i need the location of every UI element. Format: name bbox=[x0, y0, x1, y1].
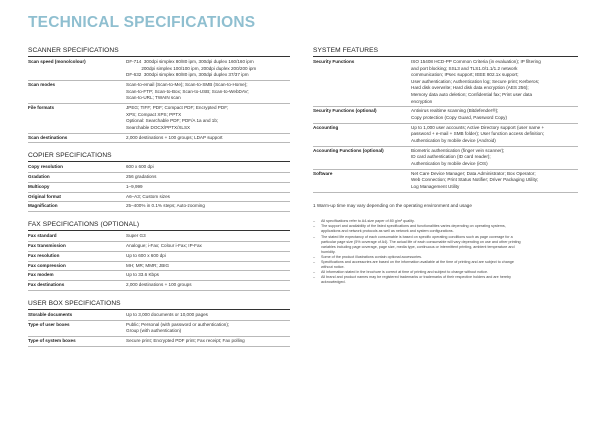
spec-value-line: and port blocking; SSL3 and TLS1.0/1.1/1.2 network bbox=[411, 65, 518, 71]
spec-value bbox=[126, 263, 169, 270]
note-item bbox=[313, 260, 578, 270]
note-line: variables including page coverage, page size, media type, continuous or intermittent printing, ambient temperature and bbox=[321, 244, 515, 249]
spec-value bbox=[126, 174, 156, 181]
spec-label: Scan destinations bbox=[28, 134, 68, 140]
spec-row bbox=[28, 183, 290, 193]
user-box-specifications bbox=[28, 300, 290, 347]
spec-value-line: ID card authentication (ID card reader); bbox=[411, 154, 491, 160]
spec-label: Security Functions bbox=[313, 59, 355, 64]
section-title: SCANNER SPECIFICATIONS bbox=[28, 47, 290, 57]
note-line: – Specifications and accessories are based on the information available at the time of printing and are subject to change bbox=[321, 259, 514, 264]
spec-value bbox=[126, 184, 143, 191]
spec-label: Security Functions (optional) bbox=[313, 108, 377, 114]
spec-value bbox=[411, 108, 507, 121]
spec-value bbox=[126, 272, 159, 279]
spec-row bbox=[28, 81, 290, 104]
spec-value bbox=[126, 282, 192, 289]
spec-value-line: Searchable DOCX/PPTX/XLSX bbox=[126, 124, 191, 130]
spec-row bbox=[28, 104, 290, 134]
spec-value-line: Optional: Searchable PDF; PDF/A 1a and 1b; bbox=[126, 118, 219, 124]
spec-value-line: Authentication by mobile device (iOS) bbox=[411, 160, 488, 166]
note-line: applications and network protocols as well as network and system configurations. bbox=[321, 229, 454, 234]
left-column bbox=[28, 47, 290, 356]
spec-row bbox=[313, 107, 578, 123]
note-line: acknowledged. bbox=[321, 280, 346, 285]
spec-row bbox=[28, 173, 290, 183]
spec-label: Gradation bbox=[28, 174, 50, 180]
spec-value-line: Net Care Device Manager; Data Administrator; Box Operator; bbox=[411, 170, 536, 176]
section-title: SYSTEM FEATURES bbox=[313, 47, 578, 57]
spec-value-line: Authentication by mobile device (Android) bbox=[411, 137, 496, 143]
note-line: without notice. bbox=[321, 265, 345, 270]
spec-value bbox=[126, 82, 249, 102]
spec-value-line: DF-632 300dpi simplex 80/80 ipm, 300dpi duplex 37/37 ipm bbox=[126, 72, 249, 78]
fax-specifications bbox=[28, 221, 290, 291]
note-item bbox=[313, 275, 578, 285]
spec-value-line: 256 gradations bbox=[126, 174, 157, 180]
spec-value bbox=[126, 322, 229, 335]
spec-value-line: A6–A3; Custom sizes bbox=[126, 193, 170, 199]
spec-label: Fax destinations bbox=[28, 282, 65, 288]
spec-label: Copy resolution bbox=[28, 164, 63, 170]
spec-row bbox=[28, 281, 290, 291]
spec-value-line: 25–400% in 0.1% steps; Auto-zooming bbox=[126, 203, 205, 209]
note-item bbox=[313, 235, 578, 255]
spec-value bbox=[126, 233, 146, 240]
spec-value bbox=[411, 148, 504, 168]
spec-row bbox=[313, 170, 578, 193]
spec-value-line: Super G3 bbox=[126, 233, 146, 239]
system-features bbox=[313, 47, 578, 193]
note-line: – All information stated in the brochure is correct at time of printing and subject to change without notice. bbox=[321, 270, 489, 275]
spec-value-line: ISO 15408 HCD-PP Common Criteria (in evaluation); IP filtering bbox=[411, 59, 541, 64]
spec-value-line: 1–9,999 bbox=[126, 183, 143, 189]
spec-row bbox=[28, 134, 290, 144]
spec-value bbox=[126, 59, 256, 79]
spec-row bbox=[28, 163, 290, 173]
spec-row bbox=[313, 147, 578, 170]
spec-label: File formats bbox=[28, 104, 55, 110]
scanner-specifications bbox=[28, 47, 290, 143]
spec-row bbox=[28, 202, 290, 212]
spec-row bbox=[313, 58, 578, 107]
spec-label: Fax resolution bbox=[28, 252, 60, 258]
spec-value-line: Up to 3,000 documents or 10,000 pages bbox=[126, 311, 208, 317]
spec-label: Software bbox=[313, 170, 333, 176]
spec-value bbox=[126, 312, 208, 319]
spec-value-line: Antivirus realtime scanning (Bitdefender®); bbox=[411, 108, 499, 114]
spec-label: Scan speed (mono/colour) bbox=[28, 59, 86, 64]
spec-value bbox=[126, 253, 166, 260]
spec-value-line: JPEG; TIFF; PDF; Compact PDF; Encrypted PDF; bbox=[126, 104, 229, 110]
spec-value-line: 2,000 destinations + 100 groups; LDAP support bbox=[126, 134, 223, 140]
spec-value-line: Web Connection; Print Status Notifier; Driver Packaging Utility; bbox=[411, 177, 539, 183]
spec-value bbox=[126, 203, 205, 210]
copier-specifications bbox=[28, 152, 290, 212]
spec-label: Storable documents bbox=[28, 311, 73, 317]
spec-row bbox=[28, 271, 290, 281]
spec-row bbox=[313, 124, 578, 147]
spec-value bbox=[126, 164, 154, 171]
spec-value-line: Analogue; i-Fax; Colour i-Fax; IP-Fax bbox=[126, 242, 202, 248]
spec-label: Type of system boxes bbox=[28, 338, 76, 344]
spec-value bbox=[126, 105, 228, 131]
spec-label: Accounting Functions (optional) bbox=[313, 147, 384, 153]
note-line: – All brand and product names may be registered trademarks or trademarks of their respective holders and are hereby bbox=[321, 275, 512, 280]
section-title: COPIER SPECIFICATIONS bbox=[28, 152, 290, 162]
page-title: TECHNICAL SPECIFICATIONS bbox=[28, 14, 256, 31]
right-column bbox=[313, 47, 578, 285]
spec-value-line: Group (with authentication) bbox=[126, 328, 182, 334]
spec-row bbox=[28, 311, 290, 321]
note-line: humidity. bbox=[321, 249, 336, 254]
spec-value-line: Biometric authentication (finger vein scanner); bbox=[411, 147, 505, 153]
spec-value-line: encryption bbox=[411, 98, 433, 104]
section-title: USER BOX SPECIFICATIONS bbox=[28, 300, 290, 310]
spec-value-line: DF-714 300dpi simplex 80/80 ipm, 300dpi duplex 160/160 ipm bbox=[126, 59, 254, 64]
section-title: FAX SPECIFICATIONS (OPTIONAL) bbox=[28, 221, 290, 231]
spec-label: Original format bbox=[28, 193, 61, 199]
note-line: – The stated life expectancy of each consumable is based on specific operating conditions such as page coverage for a bbox=[321, 234, 513, 239]
spec-row bbox=[28, 58, 290, 81]
spec-value-line: Log Management Utility bbox=[411, 183, 460, 189]
spec-value-line: Up to 33.6 Kbps bbox=[126, 272, 159, 278]
spec-value-line: Copy protection (Copy Guard, Password Copy) bbox=[411, 114, 507, 120]
spec-row bbox=[28, 242, 290, 252]
spec-value-line: Secure print; Encrypted PDF print; Fax receipt; Fax polling bbox=[126, 338, 245, 344]
spec-value-line: password + e-mail + SMB folder); User function access definition; bbox=[411, 131, 545, 137]
spec-value-line: Scan-to-email (Scan-to-Me); Scan-to-SMB (Scan-to-Home); bbox=[126, 81, 248, 87]
spec-label: Scan modes bbox=[28, 81, 56, 87]
notes-list bbox=[313, 219, 578, 285]
spec-value-line: 200dpi simplex 100/100 ipm, 200dpi duplex 200/200 ipm bbox=[126, 65, 257, 71]
note-item bbox=[313, 224, 578, 234]
spec-value bbox=[126, 194, 170, 201]
spec-value-line: 600 x 600 dpi bbox=[126, 164, 154, 170]
spec-row bbox=[28, 193, 290, 203]
note-line: particular page size (5% coverage of A4). The actual life of each consumable will vary depending on use and other printing bbox=[321, 239, 521, 244]
spec-label: Fax transmission bbox=[28, 242, 66, 248]
spec-value bbox=[411, 171, 538, 191]
spec-value bbox=[411, 59, 541, 105]
spec-value-line: XPS; Compact XPS; PPTX bbox=[126, 111, 182, 117]
note-line: – Some of the product illustrations contain optional accessories. bbox=[321, 254, 423, 259]
spec-value-line: Public; Personal (with password or authentication); bbox=[126, 321, 230, 327]
warmup-footnote: 1 Warm-up time may vary depending on the operating environment and usage bbox=[313, 202, 472, 208]
spec-label: Multicopy bbox=[28, 183, 50, 189]
spec-label: Magnification bbox=[28, 203, 58, 209]
spec-value bbox=[126, 338, 245, 345]
spec-value-line: Hard disk overwrite; Hard disk data encryption (AES 256); bbox=[411, 85, 529, 91]
note-line: – All specifications refer to A4-size paper of 80 g/m² quality. bbox=[321, 219, 415, 224]
spec-value-line: Scan-to-FTP; Scan-to-Box; Scan-to-USB; Scan-to-WebDAV; bbox=[126, 88, 249, 94]
spec-value-line: Up to 600 x 600 dpi bbox=[126, 252, 166, 258]
spec-value bbox=[411, 125, 544, 145]
spec-value-line: MH; MR; MMR; JBIG bbox=[126, 262, 170, 268]
spec-label: Fax modem bbox=[28, 272, 54, 278]
spec-row bbox=[28, 321, 290, 337]
spec-row bbox=[28, 337, 290, 347]
spec-label: Fax standard bbox=[28, 233, 57, 239]
spec-value-line: communication; IPsec support; IEEE 802.1x support; bbox=[411, 72, 519, 78]
spec-row bbox=[28, 262, 290, 272]
spec-value-line: Up to 1,000 user accounts; Active Directory support (user name + bbox=[411, 124, 545, 130]
spec-value-line: Memory data auto deletion; Confidential fax; Print user data bbox=[411, 91, 533, 97]
spec-value-line: User authentication; Authentication log; Secure print; Kerberos; bbox=[411, 78, 540, 84]
spec-row bbox=[28, 252, 290, 262]
spec-value bbox=[126, 243, 202, 250]
spec-value-line: Scan-to-URL; TWAIN scan bbox=[126, 95, 181, 101]
note-line: – The support and availability of the listed specifications and functionalities varies depending on operating systems, bbox=[321, 224, 506, 229]
spec-value-line: 2,000 destinations + 100 groups bbox=[126, 282, 192, 288]
spec-label: Fax compression bbox=[28, 262, 66, 268]
spec-row bbox=[28, 232, 290, 242]
spec-label: Type of user boxes bbox=[28, 321, 70, 327]
spec-value bbox=[126, 135, 223, 142]
spec-label: Accounting bbox=[313, 124, 339, 130]
